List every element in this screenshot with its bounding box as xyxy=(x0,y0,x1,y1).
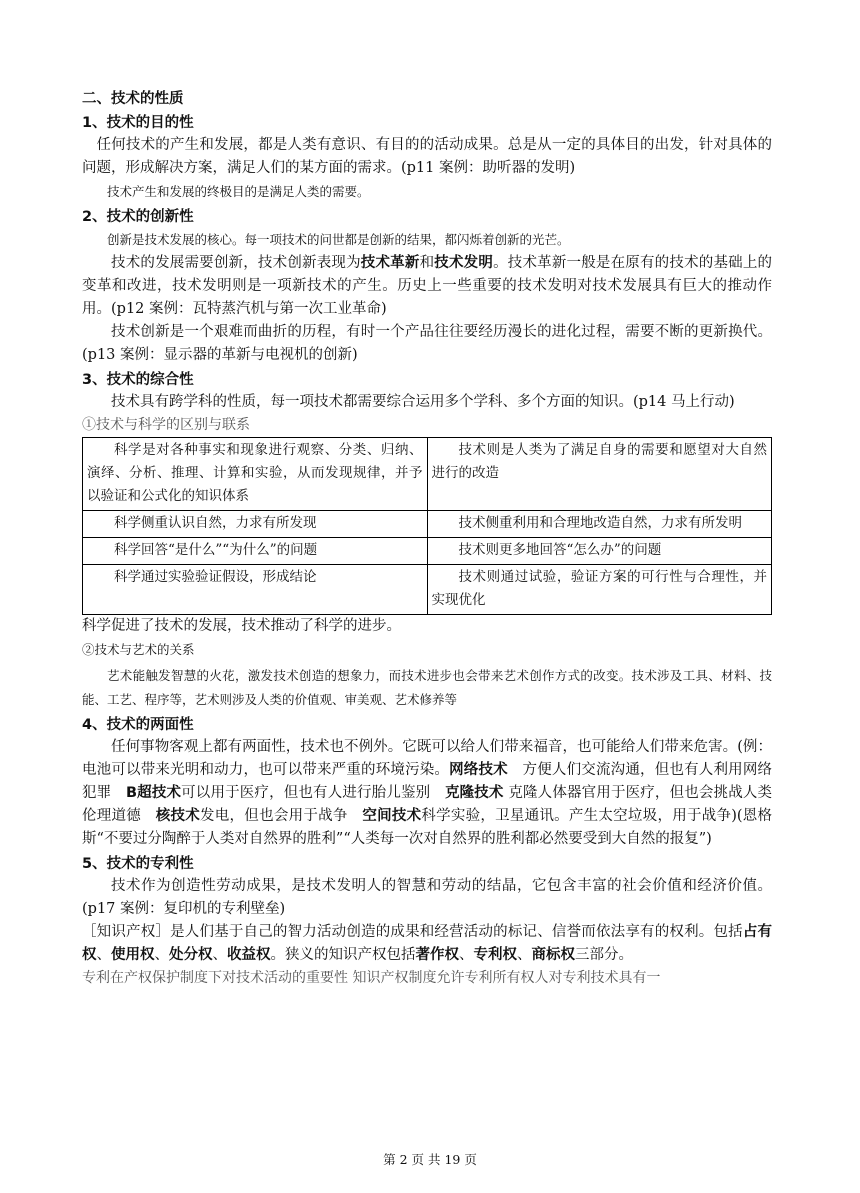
paragraph: 技术作为创造性劳动成果，是技术发明人的智慧和劳动的结晶，它包含丰富的社会价值和经济价值。(p17 案例：复印机的专利壁垒) xyxy=(82,878,772,917)
table-cell: 科学通过实验验证假设，形成结论 xyxy=(83,565,428,615)
subheading: ②技术与艺术的关系 xyxy=(82,642,195,657)
comparison-table xyxy=(82,437,772,615)
bold-term: 专利权 xyxy=(473,947,517,963)
heading-purpose: 1、技术的目的性 xyxy=(82,115,194,131)
bold-term: 技术发明 xyxy=(434,255,494,271)
bold-term: 使用权 xyxy=(111,947,155,963)
bold-term: 克隆技术 xyxy=(444,785,504,801)
table-row xyxy=(83,511,772,538)
bold-term: 收益权 xyxy=(227,947,271,963)
bold-term: 占有权 xyxy=(82,924,772,963)
paragraph: 创新是技术发展的核心。每一项技术的问世都是创新的结果，都闪烁着创新的光芒。 xyxy=(107,232,570,247)
paragraph: 任何技术的产生和发展，都是人类有意识、有目的的活动成果。总是从一定的具体目的出发，针对具体的问题，形成解决方案，满足人们的某方面的需求。(p11 案例：助听器的发明) xyxy=(82,137,772,176)
table-cell: 技术则通过试验，验证方案的可行性与合理性，并实现优化 xyxy=(427,565,772,615)
paragraph-cutoff: 专利在产权保护制度下对技术活动的重要性 知识产权制度允许专利所有权人对专利技术具有一 xyxy=(82,970,661,986)
table-cell: 科学回答“是什么”“为什么”的问题 xyxy=(83,538,428,565)
bold-term: 商标权 xyxy=(531,947,575,963)
table-cell: 技术侧重利用和合理地改造自然，力求有所发明 xyxy=(427,511,772,538)
note: 技术产生和发展的终极目的是满足人类的需要。 xyxy=(107,184,370,199)
table-row xyxy=(83,538,772,565)
paragraph: 科学促进了技术的发展，技术推动了科学的进步。 xyxy=(82,618,401,634)
paragraph: 艺术能触发智慧的火花，激发技术创造的想象力，而技术进步也会带来艺术创作方式的改变。技术涉及工具、材料、技能、工艺、程序等，艺术则涉及人类的价值观、审美观、艺术修养等 xyxy=(82,668,772,707)
table-row xyxy=(83,565,772,615)
paragraph: 技术具有跨学科的性质，每一项技术都需要综合运用多个学科、多个方面的知识。(p14 马上行动) xyxy=(111,394,735,410)
table-cell: 科学侧重认识自然，力求有所发现 xyxy=(83,511,428,538)
subheading: ①技术与科学的区别与联系 xyxy=(82,417,250,433)
paragraph: 任何事物客观上都有两面性，技术也不例外。它既可以给人们带来福音，也可能给人们带来危害。(例：电池可以带来光明和动力，也可以带来严重的环境污染。网络技术 方便人们交流沟通，但也有人利用网络犯罪 B超技术可以用于医疗，但也有人进行胎儿鉴别 克隆技术 克隆人体器官用于医疗，但也会挑战人类伦理道德 核技术发电，但也会用于战争 空间技术科学实验，卫星通讯。产生太空垃圾，用于战争)(恩格斯“不要过分陶醉于人类对自然界的胜利”“人类每一次对自然界的胜利都必然要受到大自然的报复”) xyxy=(82,739,773,847)
page-footer: 第 2 页 共 19 页 xyxy=(383,1152,477,1167)
heading-patent: 5、技术的专利性 xyxy=(82,856,194,872)
heading-comprehensive: 3、技术的综合性 xyxy=(82,372,194,388)
table-cell: 技术则更多地回答“怎么办”的问题 xyxy=(427,538,772,565)
bold-term: B超技术 xyxy=(125,785,182,801)
table-cell: 科学是对各种事实和现象进行观察、分类、归纳、演绎、分析、推理、计算和实验，从而发现规律，并予以验证和公式化的知识体系 xyxy=(83,438,428,511)
table-row xyxy=(83,438,772,511)
section-heading: 二、技术的性质 xyxy=(82,91,184,107)
table-cell: 技术则是人类为了满足自身的需要和愿望对大自然进行的改造 xyxy=(427,438,772,511)
bold-term: 技术革新 xyxy=(360,255,420,271)
heading-duality: 4、技术的两面性 xyxy=(82,717,194,733)
bold-term: 空间技术 xyxy=(362,808,422,824)
page-content xyxy=(82,88,772,989)
bold-term: 网络技术 xyxy=(449,762,508,778)
paragraph: 技术创新是一个艰难而曲折的历程，有时一个产品往往要经历漫长的进化过程，需要不断的更新换代。(p13 案例：显示器的革新与电视机的创新) xyxy=(82,324,772,363)
paragraph: 技术的发展需要创新，技术创新表现为技术革新和技术发明。技术革新一般是在原有的技术的基础上的变革和改进，技术发明则是一项新技术的产生。历史上一些重要的技术发明对技术发展具有巨大的推动作用。(p12 案例：瓦特蒸汽机与第一次工业革命) xyxy=(82,255,773,317)
bold-term: 核技术 xyxy=(155,808,201,824)
bold-term: 处分权 xyxy=(169,947,213,963)
paragraph: ［知识产权］是人们基于自己的智力活动创造的成果和经营活动的标记、信誉而依法享有的权利。包括占有权、使用权、处分权、收益权。狭义的知识产权包括著作权、专利权、商标权三部分。 xyxy=(82,924,772,963)
bold-term: 著作权 xyxy=(415,947,459,963)
heading-innovation: 2、技术的创新性 xyxy=(82,209,194,225)
